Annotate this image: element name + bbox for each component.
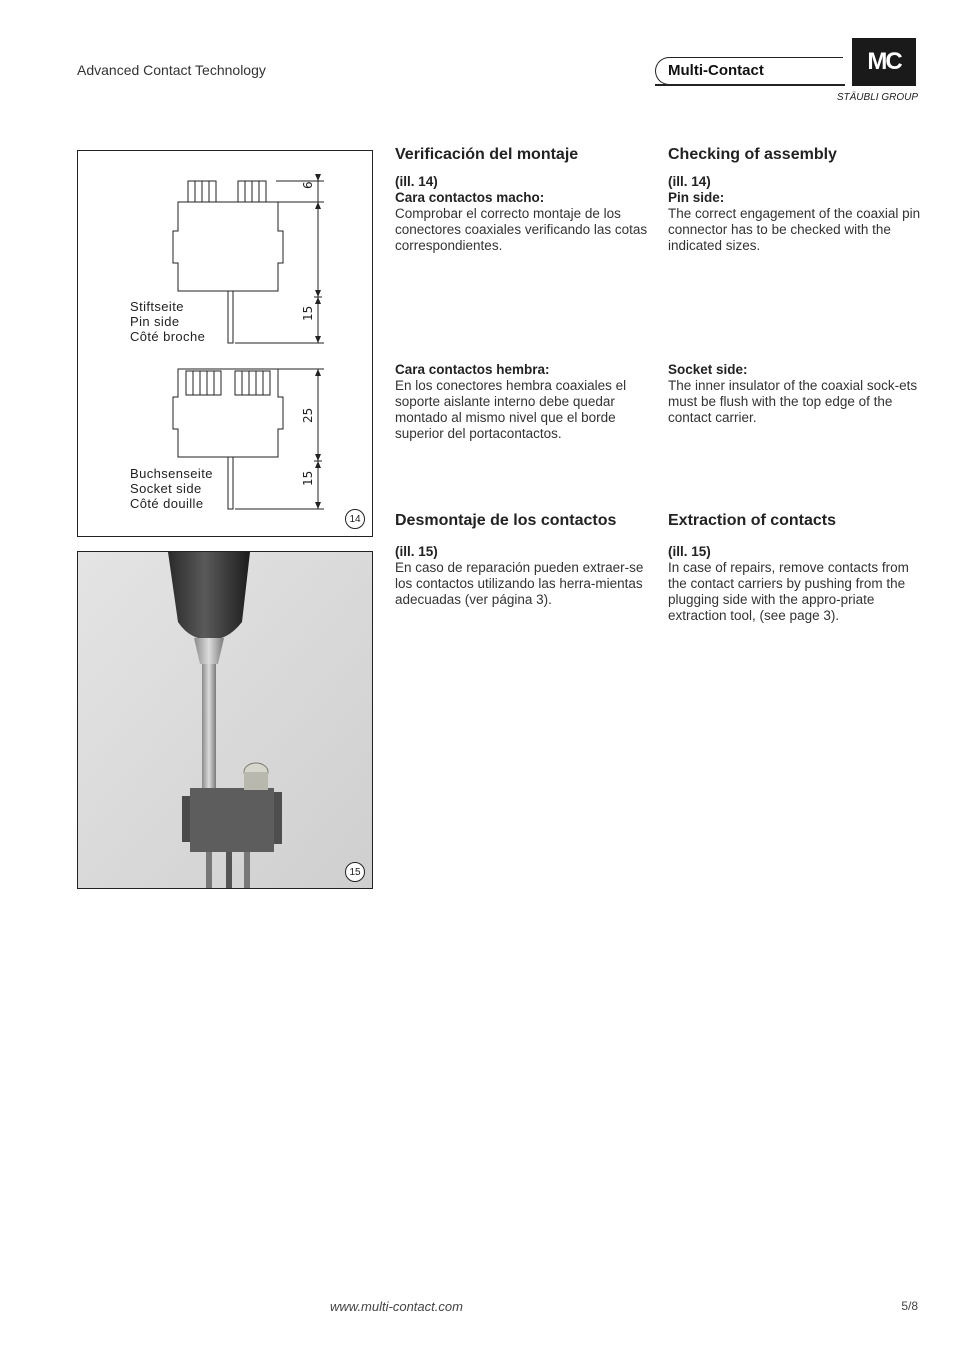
socket-pin	[228, 457, 233, 509]
es-check-ill: (ill. 14)	[395, 174, 438, 189]
pin-label-en: Pin side	[130, 314, 180, 329]
en-extract-section	[668, 513, 923, 624]
es-extract-text: En caso de reparación pueden extraer-se los contactos utilizando las herra-mientas adecuadas (ver página 3).	[395, 560, 644, 607]
en-socket-heading: Socket side:	[668, 362, 748, 377]
en-check-ill: (ill. 14)	[668, 174, 711, 189]
page-number: 5/8	[901, 1299, 918, 1313]
en-extract-ill: (ill. 15)	[668, 544, 711, 559]
pin	[228, 291, 233, 343]
brand-name: Multi-Contact	[668, 62, 764, 79]
header-tagline: Advanced Contact Technology	[77, 62, 266, 78]
socket-contact-right	[235, 371, 270, 395]
en-check-section	[668, 147, 923, 254]
brand-underline	[655, 84, 845, 86]
en-check-title: Checking of assembly	[668, 146, 837, 163]
pin-label-fr: Côté broche	[130, 329, 206, 344]
dim-socket-bottom: 15	[301, 470, 315, 486]
en-pin-heading: Pin side:	[668, 190, 725, 205]
group-name: STÄUBLI GROUP	[836, 92, 918, 103]
en-extract-text: In case of repairs, remove contacts from the contact carriers by pushing from the plugging side with the appro-priate extraction tool, (see page 3).	[668, 560, 909, 623]
assembly-dimension-drawing	[78, 151, 372, 536]
figure-15-photo	[77, 551, 373, 889]
socket-label-en: Socket side	[130, 481, 202, 496]
tool-rod	[202, 664, 216, 794]
en-pin-text: The correct engagement of the coaxial pin connector has to be checked with the indicated sizes.	[668, 206, 921, 253]
figure-14-drawing	[77, 150, 373, 537]
es-socket-section	[395, 362, 650, 442]
en-socket-text: The inner insulator of the coaxial sock-ets must be flush with the top edge of the contact carrier.	[668, 378, 918, 425]
es-check-title: Verificación del montaje	[395, 146, 579, 163]
es-pin-text: Comprobar el correcto montaje de los conectores coaxiales verificando las cotas correspondientes.	[395, 206, 648, 253]
extraction-tool-photo	[78, 552, 372, 888]
en-socket-section	[668, 362, 923, 426]
es-pin-heading: Cara contactos macho:	[395, 190, 545, 205]
es-check-section	[395, 147, 650, 254]
socket-label-de: Buchsenseite	[130, 466, 213, 481]
dim-pin-bottom: 15	[301, 305, 315, 321]
en-extract-title: Extraction of contacts	[668, 512, 837, 529]
contact-carrier-block	[190, 788, 274, 852]
footer-website-link[interactable]: www.multi-contact.com	[330, 1299, 463, 1314]
dim-pin-top: 6	[301, 181, 315, 189]
socket-carrier-body	[173, 369, 283, 457]
pin-label-de: Stiftseite	[130, 299, 184, 314]
mc-logo: MC	[852, 38, 916, 86]
es-extract-title: Desmontaje de los contactos	[395, 512, 617, 529]
es-extract-section	[395, 513, 650, 608]
figure-14-number: 14	[345, 509, 365, 529]
figure-15-number: 15	[345, 862, 365, 882]
pin-carrier-body	[173, 202, 283, 291]
es-extract-ill: (ill. 15)	[395, 544, 438, 559]
socket-contact-left	[186, 371, 221, 395]
dim-socket-top: 25	[301, 407, 315, 423]
socket-label-fr: Côté douille	[130, 496, 204, 511]
es-socket-text: En los conectores hembra coaxiales el soporte aislante interno debe quedar montado al mismo nivel que el borde superior del portacontactos.	[395, 378, 627, 441]
es-socket-heading: Cara contactos hembra:	[395, 362, 550, 377]
